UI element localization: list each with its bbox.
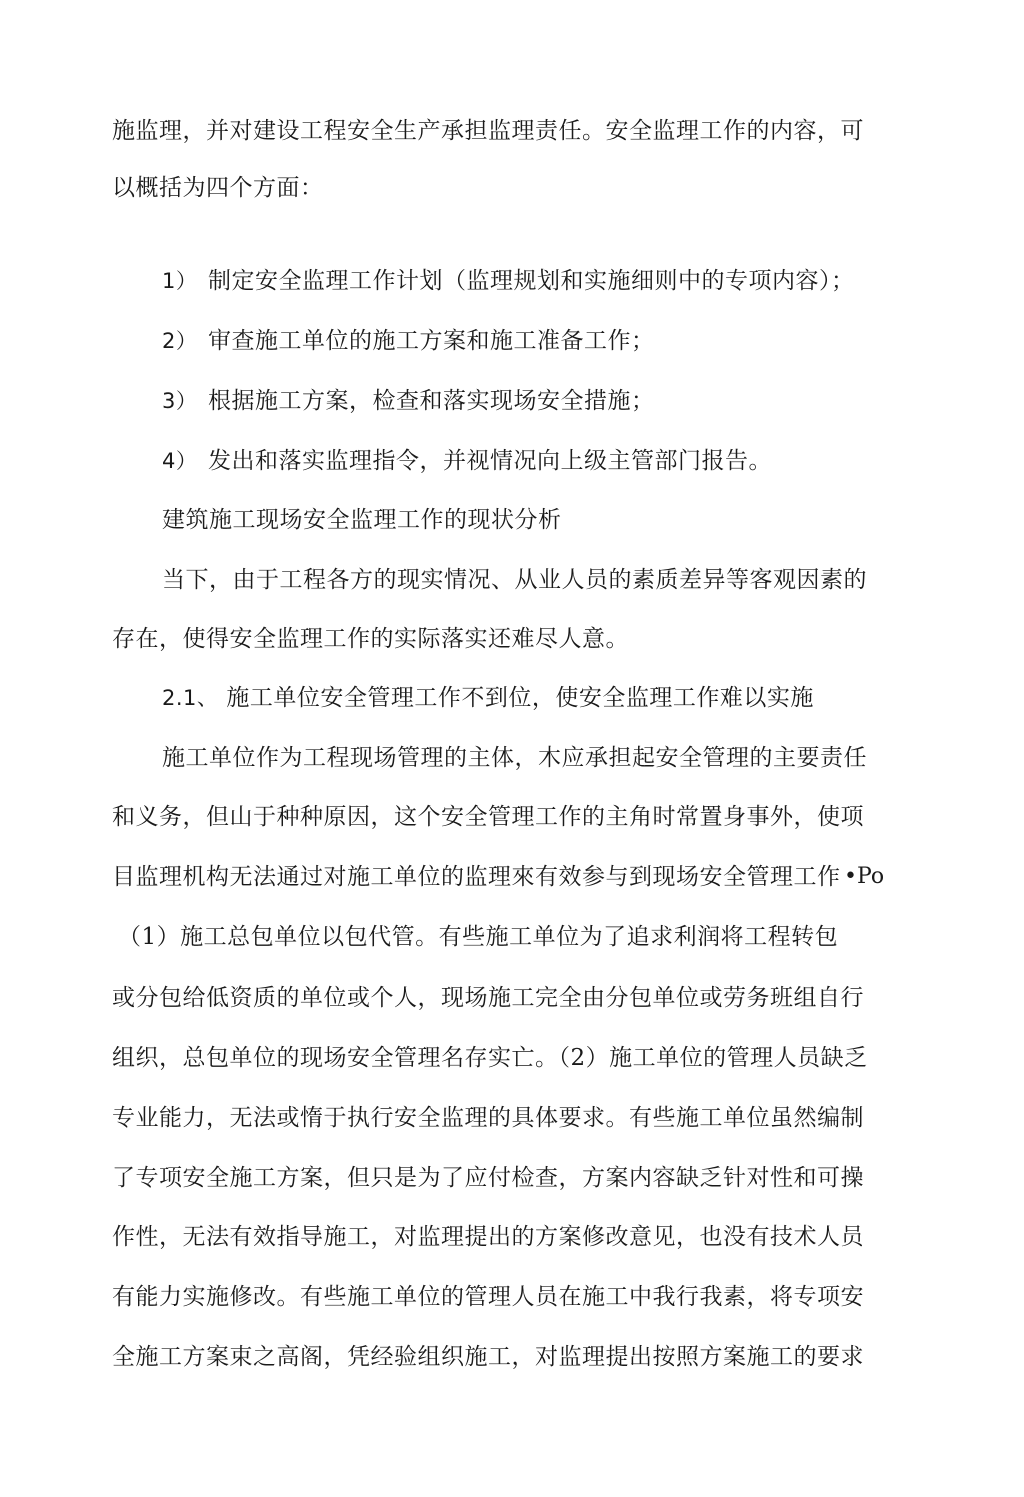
list-item-text: 发出和落实监理指令，并视情况向上级主管部门报告。 xyxy=(208,448,772,474)
paragraph2-line1: 当下，由于工程各方的现实情况、从业人员的素质差异等客观因素的 xyxy=(162,567,867,593)
paragraph3-tail-fragment: •Po xyxy=(844,864,885,889)
paragraph4-line6: 作性，无法有效指导施工，对监理提出的方案修改意见，也没有技术人员 xyxy=(112,1224,864,1250)
subsection-title: 施工单位安全管理工作不到位，使安全监理工作难以实施 xyxy=(226,685,814,711)
paragraph3-line2: 和义务，但山于种种原因，这个安全管理工作的主角时常置身事外，使项 xyxy=(112,804,864,830)
paragraph4-line3: 组织，总包单位的现场安全管理名存实亡。（2）施工单位的管理人员缺乏 xyxy=(112,1045,868,1071)
list-item-1 xyxy=(162,266,855,296)
paragraph4-line1: （1）施工总包单位以包代管。有些施工单位为了追求利润将工程转包 xyxy=(118,924,839,950)
paragraph1-line1: 施监理，并对建设工程安全生产承担监理责任。安全监理工作的内容，可 xyxy=(112,118,864,144)
list-item-number: 2） xyxy=(162,329,198,353)
paragraph4-line2: 或分包给低资质的单位或个人，现场施工完全由分包单位或劳务班组自行 xyxy=(112,985,864,1011)
paragraph3-line1: 施工单位作为工程现场管理的主体，木应承担起安全管理的主要责任 xyxy=(162,745,867,771)
list-item-2 xyxy=(162,326,655,356)
list-item-3 xyxy=(162,386,655,416)
list-item-text: 根据施工方案，检查和落实现场安全措施； xyxy=(208,388,655,414)
paragraph4-line7: 有能力实施修改。有些施工单位的管理人员在施工中我行我素，将专项安 xyxy=(112,1284,864,1310)
paragraph4-line4: 专业能力，无法或惰于执行安全监理的具体要求。有些施工单位虽然编制 xyxy=(112,1105,864,1131)
paragraph4-line5: 了专项安全施工方案，但只是为了应付检查，方案内容缺乏针对性和可操 xyxy=(112,1165,864,1191)
paragraph3-line3: 目监理机构无法通过对施工单位的监理來有效参与到现场安全管理工作 xyxy=(112,864,841,890)
list-item-4 xyxy=(162,446,772,476)
paragraph4-line8: 全施工方案束之高阁，凭经验组织施工，对监理提出按照方案施工的要求 xyxy=(112,1344,864,1370)
list-item-text: 审查施工单位的施工方案和施工准备工作； xyxy=(208,328,655,354)
section-heading: 建筑施工现场安全监理工作的现状分析 xyxy=(162,507,562,533)
subsection-heading xyxy=(162,683,814,713)
list-item-text: 制定安全监理工作计划（监理规划和实施细则中的专项内容）； xyxy=(208,268,855,294)
paragraph1-line2: 以概括为四个方面： xyxy=(112,175,324,201)
list-item-number: 1） xyxy=(162,269,198,293)
list-item-number: 3） xyxy=(162,389,198,413)
subsection-number: 2.1、 xyxy=(162,686,219,710)
paragraph2-line2: 存在，使得安全监理工作的实际落实还难尽人意。 xyxy=(112,626,629,652)
list-item-number: 4） xyxy=(162,449,198,473)
